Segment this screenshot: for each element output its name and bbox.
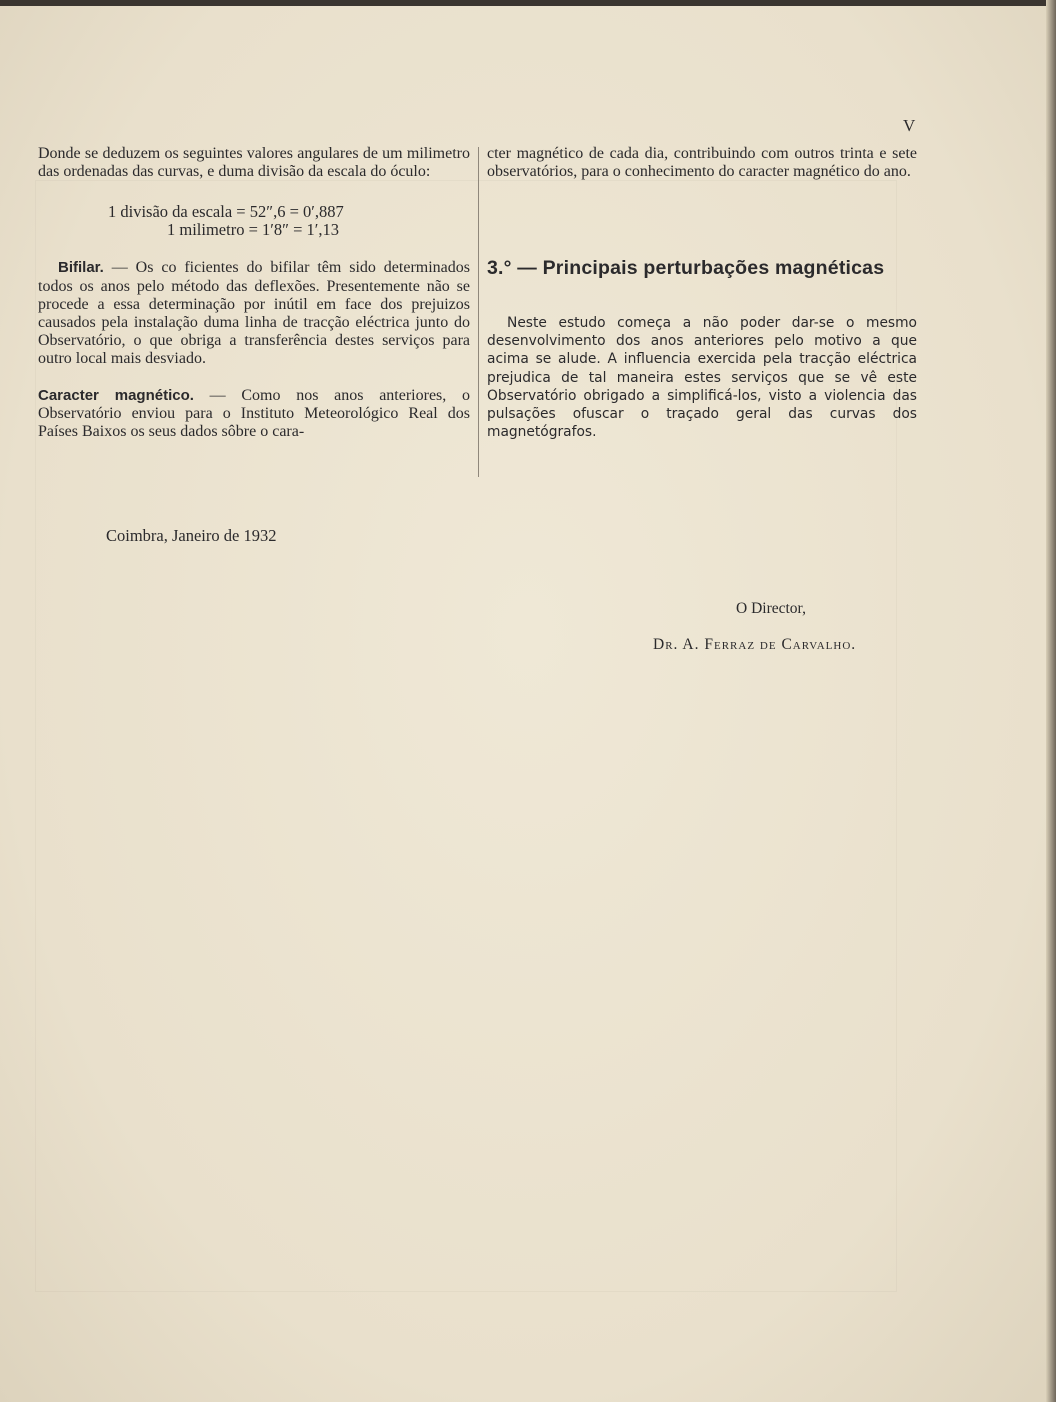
formula-line-millimetre: 1 milimetro = 1′8″ = 1′,13 [167,220,340,240]
column-divider [478,147,479,477]
caracter-text: — Como nos anos anteriores, o Observatório enviou para o Instituto Meteorológico Real dos Países Baixos os seus dados sôbre o cara- [38,386,471,441]
section-paragraph: Neste estudo começa a não poder dar-se o mesmo desenvolvimento dos anos anteriores pelo motivo a que acima se alude. A influencia exercida pela tracção eléctrica prejudica de tal maneira estes serviços que se vê este Observatório obrigado a simplificá-los, visto a violencia das pulsações ofuscar o traçado geral das curvas dos magnetógrafos. [487,314,917,441]
formula-block [38,203,470,239]
signatory-title: O Director, [736,600,806,617]
left-column [38,145,470,441]
page-right-edge [1046,0,1056,1402]
page-number: V [903,116,917,135]
intro-paragraph: Donde se deduzem os seguintes valores angulares de um milimetro das ordenadas das curvas, e duma divisão da escala do óculo: [38,145,470,181]
section-heading: 3.° — Principais perturbações magnéticas [487,257,885,280]
signatory-name: Dr. A. Ferraz de Carvalho. [653,636,857,653]
right-column [487,145,917,442]
formula-line-scale: 1 divisão da escala = 52″,6 = 0′,887 [108,202,344,222]
caracter-heading: Caracter magnético. [38,386,194,404]
page-top-edge [0,0,1056,6]
bifilar-heading: Bifilar. [58,259,104,277]
continuation-paragraph: cter magnético de cada dia, contribuindo com outros trinta e sete observatórios, para o conhecimento do caracter magnético do ano. [487,145,917,181]
bifilar-paragraph [38,259,470,368]
bifilar-text: — Os co ficientes do bifilar têm sido determinados todos os anos pelo método das deflexões. Presentemente não se procede a essa determinação por inútil em face dos prejuizos causados pela instalação duma linha de tracção eléctrica junto do Observatório, o que obriga a transferência destes serviços para outro local mais desviado. [38,259,470,368]
place-date: Coimbra, Janeiro de 1932 [106,526,277,545]
caracter-paragraph [38,387,470,442]
